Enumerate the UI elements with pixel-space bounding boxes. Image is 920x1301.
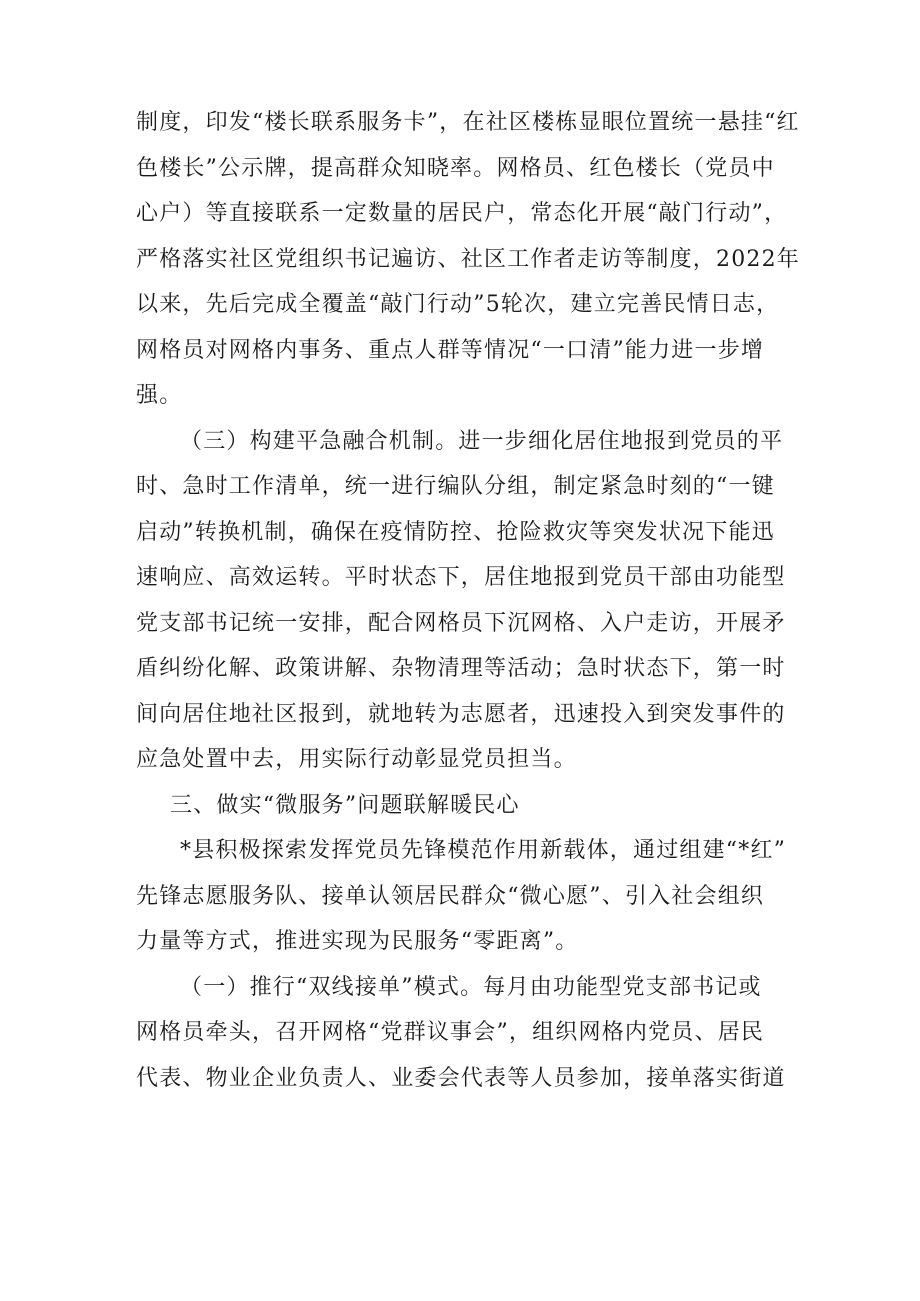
text-line: 代表、物业企业负责人、业委会代表等人员参加，接单落实街道 <box>136 1065 786 1091</box>
text-line: 应急处置中去，用实际行动彰显党员担当。 <box>136 747 577 772</box>
section-heading: 三、做实“微服务”问题联解暖民心 <box>170 792 520 818</box>
text-line: 网格员对网格内事务、重点人群等情况“一口清”能力进一步增 <box>136 337 765 363</box>
text-line: 先锋志愿服务队、接单认领居民群众“微心愿”、引入社会组织 <box>136 883 765 909</box>
paragraph-dual-line-orders <box>136 965 796 1102</box>
text-line: 速响应、高效运转。平时状态下，居住地报到党员干部由功能型 <box>136 565 786 590</box>
text-line: 制度，印发“楼长联系服务卡”，在社区楼栋显眼位置统一悬挂“红 <box>136 110 800 135</box>
text-line: 心户）等直接联系一定数量的居民户，常态化开展“敲门行动”， <box>136 201 788 226</box>
text-line: 时、急时工作清单，统一进行编队分组，制定紧急时刻的“一键 <box>136 474 775 499</box>
text-line: （三）构建平急融合机制。进一步细化居住地报到党员的平 <box>180 428 784 454</box>
text-line: *县积极探索发挥党员先锋模范作用新载体，通过组建“*红” <box>180 838 787 863</box>
document-body <box>136 100 800 1101</box>
text-line: 盾纠纷化解、政策讲解、杂物清理等活动；急时状态下，第一时 <box>136 656 786 681</box>
text-line: （一）推行“双线接单”模式。每月由功能型党支部书记或 <box>180 974 762 1000</box>
text-line: 以来，先后完成全覆盖“敲门行动”5轮次，建立完善民情日志， <box>136 292 780 317</box>
text-line: 启动”转换机制，确保在疫情防控、抢险救灾等突发状况下能迅 <box>136 519 775 545</box>
text-line: 党支部书记统一安排，配合网格员下沉网格、入户走访，开展矛 <box>136 610 786 636</box>
paragraph-emergency-mechanism <box>136 419 796 783</box>
section-heading-micro-service <box>136 783 796 829</box>
paragraph-building-leader-system <box>136 100 800 419</box>
text-line: 严格落实社区党组织书记遍访、社区工作者走访等制度，2022年 <box>136 246 800 272</box>
text-line: 色楼长”公示牌，提高群众知晓率。网格员、红色楼长（党员中 <box>136 155 775 181</box>
text-line: 间向居住地社区报到，就地转为志愿者，迅速投入到突发事件的 <box>136 701 786 727</box>
text-line: 强。 <box>136 383 183 408</box>
paragraph-volunteer-service <box>136 828 796 965</box>
text-line: 力量等方式，推进实现为民服务“零距离”。 <box>136 929 579 954</box>
text-line: 网格员牵头，召开网格“党群议事会”，组织网格内党员、居民 <box>136 1020 765 1045</box>
